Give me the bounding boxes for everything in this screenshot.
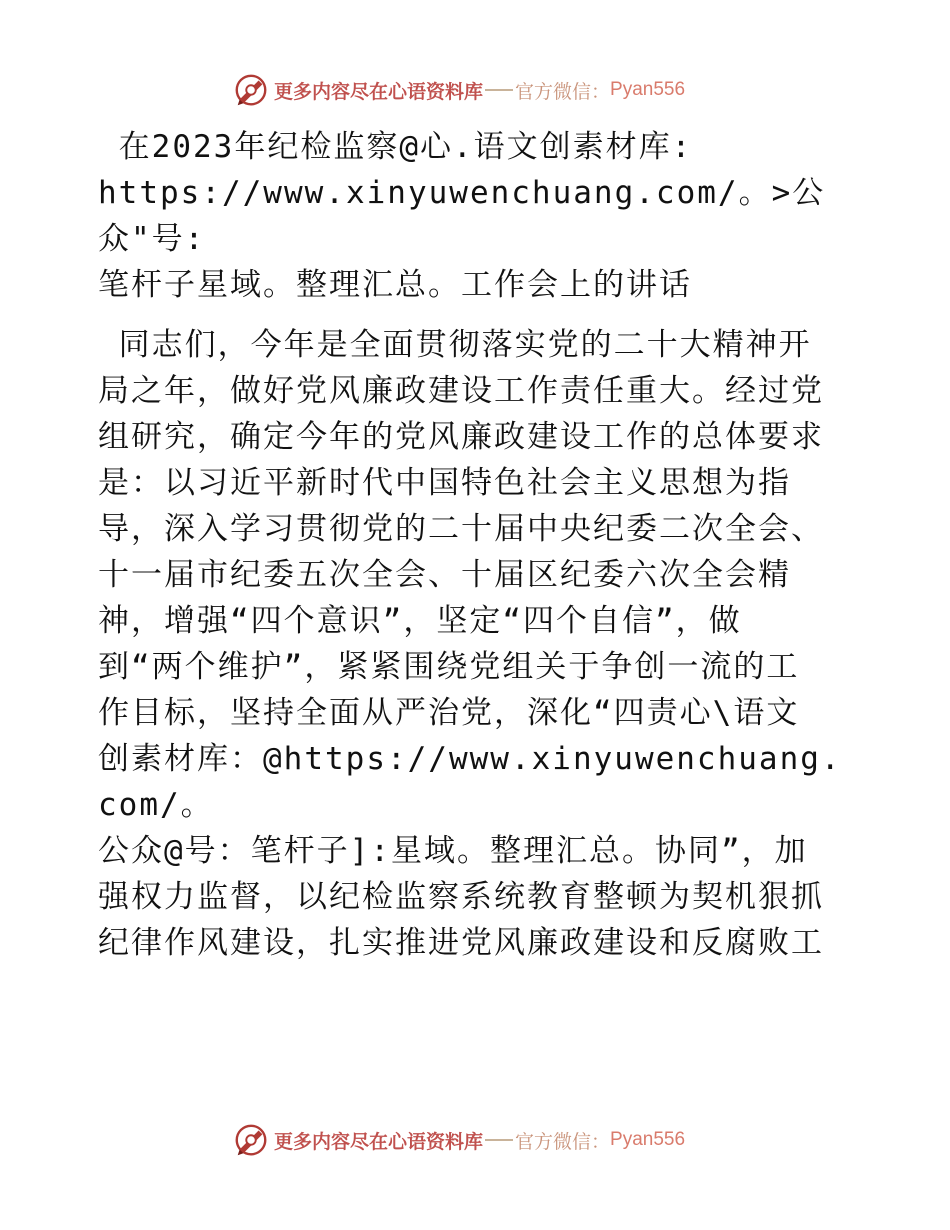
document-title: 在2023年纪检监察@心.语文创素材库: https://www.xinyuwenchuang.com/。>公众"号: 笔杆子星域。整理汇总。工作会上的讲话 [98,129,826,303]
banner-wechat-label: 官方微信： [515,80,611,103]
document-body: 同志们，今年是全面贯彻落实党的二十大精神开 局之年，做好党风廉政建设工作责任重大。经过党 组研究，确定今年的党风廉政建设工作的总体要求 是：以习近平新时代中国特色社会主义思想为指 导，深入学习贯彻党的二十届中央纪委二次全会、 十一届市纪委五次全会、十届区纪委六次全会精 神，增强“四个意识”，坚定“四个自信”，做 到“两个维护”，紧紧围绕党组关于争创一流的工 作目标，坚持全面从严治党，深化“四责心\语文 创素材库：@https://www.xinyuwenchuang.com/。 公众@号：笔杆子]:星域。整理汇总。协同”，加 强权力监督，以纪检监察系统教育整顿为契机狠抓 纪律作风建设，扎实推进党风廉政建设和反腐败工 [98,327,842,961]
banner-divider [485,1139,513,1141]
header-banner [232,70,685,110]
pen-logo-icon [232,71,270,109]
banner-divider [485,89,513,91]
document-content [98,124,858,966]
banner-wechat-label: 官方微信： [515,1130,611,1153]
banner-wechat-id: Pyan556 [610,1129,686,1150]
pen-logo-icon [232,1121,270,1159]
banner-slogan: 更多内容尽在心语资料库 [274,1130,484,1153]
footer-banner [232,1120,685,1160]
banner-slogan: 更多内容尽在心语资料库 [274,80,484,103]
banner-wechat-id: Pyan556 [610,79,686,100]
